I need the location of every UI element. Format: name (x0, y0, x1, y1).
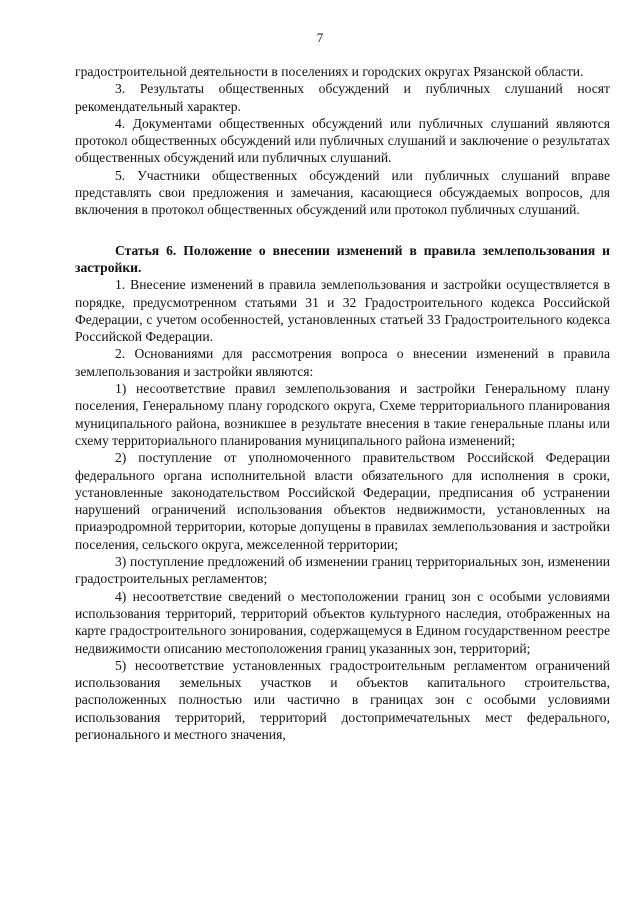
subitem-3: 3) поступление предложений об изменении границ территориальных зон, изменении градостроительных регламентов; (75, 554, 610, 587)
subitem-5: 5) несоответствие установленных градостроительным регламентом ограничений использования земельных участков и объектов капитального строительства, расположенных полностью или частично в границах зон с особыми условиями использования территорий, территорий достопримечательных мест федерального, регионального и местного значения, (75, 657, 610, 742)
paragraph-item-3: 3. Результаты общественных обсуждений и публичных слушаний носят рекомендательный характер. (75, 81, 610, 114)
paragraph-item-5: 5. Участники общественных обсуждений или публичных слушаний вправе представлять свои предложения и замечания, касающиеся обсуждаемых вопросов, для включения в протокол общественных обсуждений или протокол публичных слушаний. (75, 167, 610, 218)
article-6-item-2: 2. Основаниями для рассмотрения вопроса о внесении изменений в правила землепользования и застройки являются: (75, 346, 610, 379)
paragraph-continuation: градостроительной деятельности в поселениях и городских округах Рязанской области. (75, 64, 584, 79)
subitem-1: 1) несоответствие правил землепользования и застройки Генеральному плану поселения, Генеральному плану городского округа, Схеме территориального планирования муниципального района, возникшее в результате внесения в такие генеральные планы или схему территориального планирования муниципального района изменений; (75, 381, 610, 448)
document-body (75, 63, 610, 743)
article-6-item-1: 1. Внесение изменений в правила землепользования и застройки осуществляется в порядке, предусмотренном статьями 31 и 32 Градостроительного кодекса Российской Федерации, с учетом особенностей, установленных статьей 33 Градостроительного кодекса Российской Федерации. (75, 277, 610, 345)
paragraph-item-4: 4. Документами общественных обсуждений или публичных слушаний являются протокол общественных обсуждений или публичных слушаний и заключение о результатах общественных обсуждений или публичных слушаний. (75, 115, 610, 166)
article-6-heading: Статья 6. Положение о внесении изменений в правила землепользования и застройки. (75, 242, 610, 275)
page-number: 7 (316, 30, 324, 45)
subitem-4: 4) несоответствие сведений о местоположении границ зон с особыми условиями использования территорий, территорий объектов культурного наследия, отображенных на карте градостроительного зонирования, содержащемуся в Едином государственном реестре недвижимости описанию местоположения границ указанных зон, территорий; (75, 588, 610, 656)
subitem-2: 2) поступление от уполномоченного правительством Российской Федерации федерального органа исполнительной власти обязательного для исполнения в сроки, установленные законодательством Российской Федерации, предписания об устранении нарушений ограничений использования объектов недвижимости, установленных на приаэродромной территории, которые допущены в правилах землепользования и застройки поселения, сельского округа, межселенной территории; (75, 450, 610, 552)
